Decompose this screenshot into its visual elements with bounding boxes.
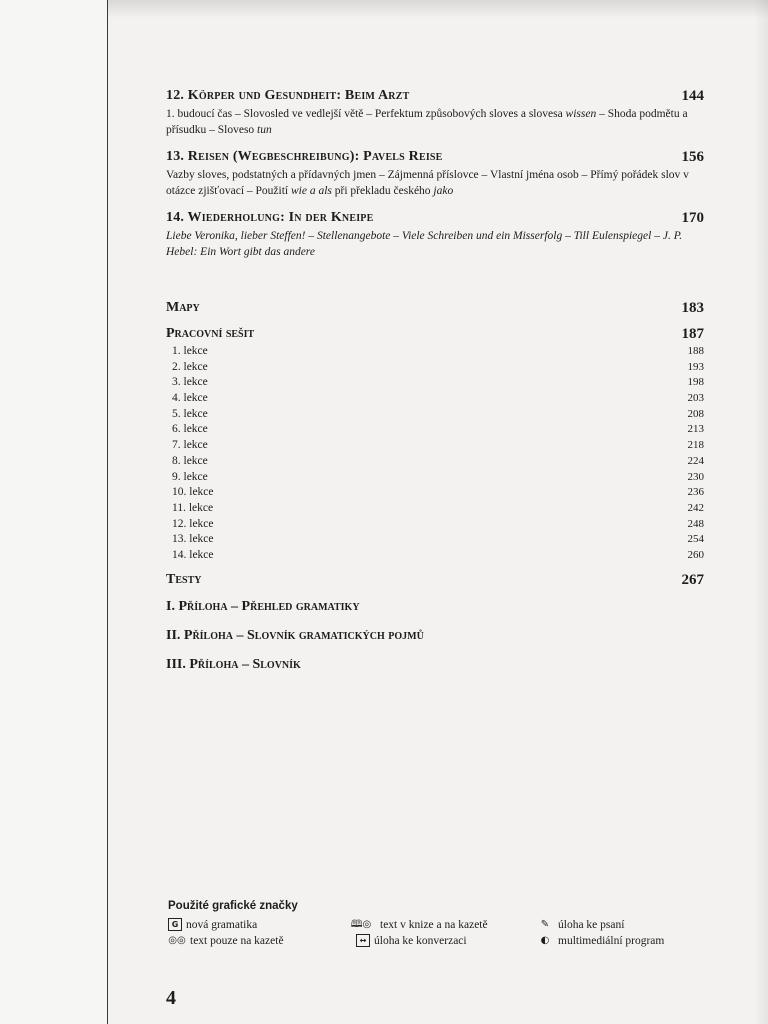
lesson-page: 248 (687, 517, 704, 530)
appendix-1: I. Příloha – Přehled gramatiky (166, 598, 360, 614)
pencil-icon: ✎ (540, 918, 550, 930)
legend-item: ✎ úloha ke psaní (536, 918, 726, 931)
lesson-page: 224 (687, 454, 704, 467)
left-margin (0, 0, 107, 1024)
lesson-label: 6. lekce (172, 423, 208, 436)
legend-grid (168, 918, 728, 947)
lesson-page: 213 (687, 423, 704, 436)
lesson-page: 254 (687, 533, 704, 546)
lesson-row (172, 407, 704, 423)
lesson-label: 11. lekce (172, 501, 214, 514)
chapter-12 (166, 88, 704, 138)
lesson-label: 9. lekce (172, 470, 208, 483)
lesson-label: 3. lekce (172, 376, 208, 389)
lesson-row (172, 375, 704, 391)
chapter-title: 13. Reisen (Wegbeschreibung): Pavels Reise (166, 149, 443, 164)
section-page: 267 (681, 571, 704, 588)
chapter-title: 14. Wiederholung: In der Kneipe (166, 210, 374, 225)
lesson-row (172, 344, 704, 360)
lesson-page: 242 (687, 501, 704, 514)
lesson-page: 198 (687, 376, 704, 389)
legend-item: ◎◎ text pouze na kazetě (168, 934, 284, 947)
lesson-row (172, 501, 704, 517)
chapter-title: 12. Körper und Gesundheit: Beim Arzt (166, 88, 410, 103)
appendix-2: II. Příloha – Slovník gramatických pojmů (166, 627, 424, 643)
chapter-13 (166, 149, 704, 199)
lesson-row (172, 360, 704, 376)
legend (168, 900, 728, 947)
lesson-page: 208 (687, 407, 704, 420)
lesson-label: 7. lekce (172, 439, 208, 452)
lesson-row (172, 391, 704, 407)
scan-shadow (0, 0, 768, 18)
lesson-label: 1. lekce (172, 345, 208, 357)
lesson-row (172, 438, 704, 454)
lesson-row (172, 517, 704, 533)
lesson-row (172, 532, 704, 548)
chapter-page: 170 (681, 210, 704, 226)
section-page: 183 (681, 300, 704, 316)
legend-item: ↔ úloha ke konverzaci (346, 934, 536, 947)
lesson-label: 2. lekce (172, 360, 208, 373)
lesson-page: 203 (687, 392, 704, 405)
chapter-page: 156 (681, 149, 704, 165)
lesson-row (172, 454, 704, 470)
chapter-14 (166, 210, 704, 260)
lesson-page: 236 (687, 486, 704, 499)
lesson-row (172, 485, 704, 501)
legend-item: ◐ multimediální program (536, 934, 726, 947)
chapter-description: Vazby sloves, podstatných a přídavných jmen – Zájmenná příslovce – Vlastní jména osob – Přímý pořádek slov v otázce zjišťovací – Použití wie a als při překladu českého jako (166, 169, 689, 197)
lesson-row (172, 422, 704, 438)
legend-item: G nová gramatika (168, 918, 346, 931)
lesson-row (172, 470, 704, 486)
lesson-label: 5. lekce (172, 407, 208, 420)
section-title: Testy (166, 571, 202, 587)
lesson-page: 260 (687, 548, 704, 561)
section-testy (166, 572, 704, 588)
cassette-icon: ◎◎ (168, 934, 186, 946)
chapter-page: 144 (681, 88, 704, 104)
page-edge-shadow (754, 0, 768, 1024)
lesson-page: 188 (687, 345, 704, 357)
lesson-label: 13. lekce (172, 533, 214, 546)
page-number: 4 (166, 987, 176, 1009)
legend-title: Použité grafické značky (168, 900, 298, 912)
lesson-page: 218 (687, 439, 704, 452)
section-mapy (166, 300, 704, 316)
book-cassette-icon: 🕮◎ (350, 918, 372, 930)
section-title: Mapy (166, 300, 200, 315)
lesson-page: 193 (687, 360, 704, 373)
chapter-description: 1. budoucí čas – Slovosled ve vedlejší větě – Perfektum způsobových sloves a slovesa wissen – Shoda podmětu a přísudku – Sloveso tun (166, 108, 688, 136)
lesson-label: 14. lekce (172, 548, 214, 561)
legend-item: 🕮◎ text v knize a na kazetě (346, 918, 536, 931)
section-title: Pracovní sešit (166, 326, 255, 341)
appendix-3: III. Příloha – Slovník (166, 656, 301, 672)
table-of-contents (166, 88, 704, 679)
section-page: 187 (681, 326, 704, 342)
lesson-label: 10. lekce (172, 486, 214, 499)
multimedia-icon: ◐ (540, 934, 550, 946)
lesson-label: 4. lekce (172, 392, 208, 405)
lesson-list (172, 344, 704, 564)
book-icon: G (168, 918, 182, 931)
lesson-page: 230 (687, 470, 704, 483)
lesson-row (172, 548, 704, 564)
page-fold-line (107, 0, 108, 1024)
conversation-icon: ↔ (356, 934, 370, 947)
lesson-label: 8. lekce (172, 454, 208, 467)
lesson-label: 12. lekce (172, 517, 214, 530)
section-pracovni-sesit (166, 326, 704, 342)
chapter-description: Liebe Veronika, lieber Steffen! – Stellenangebote – Viele Schreiben und ein Misserfolg – Till Eulenspiegel – J. P. Hebel: Ein Wort gibt das andere (166, 230, 683, 258)
